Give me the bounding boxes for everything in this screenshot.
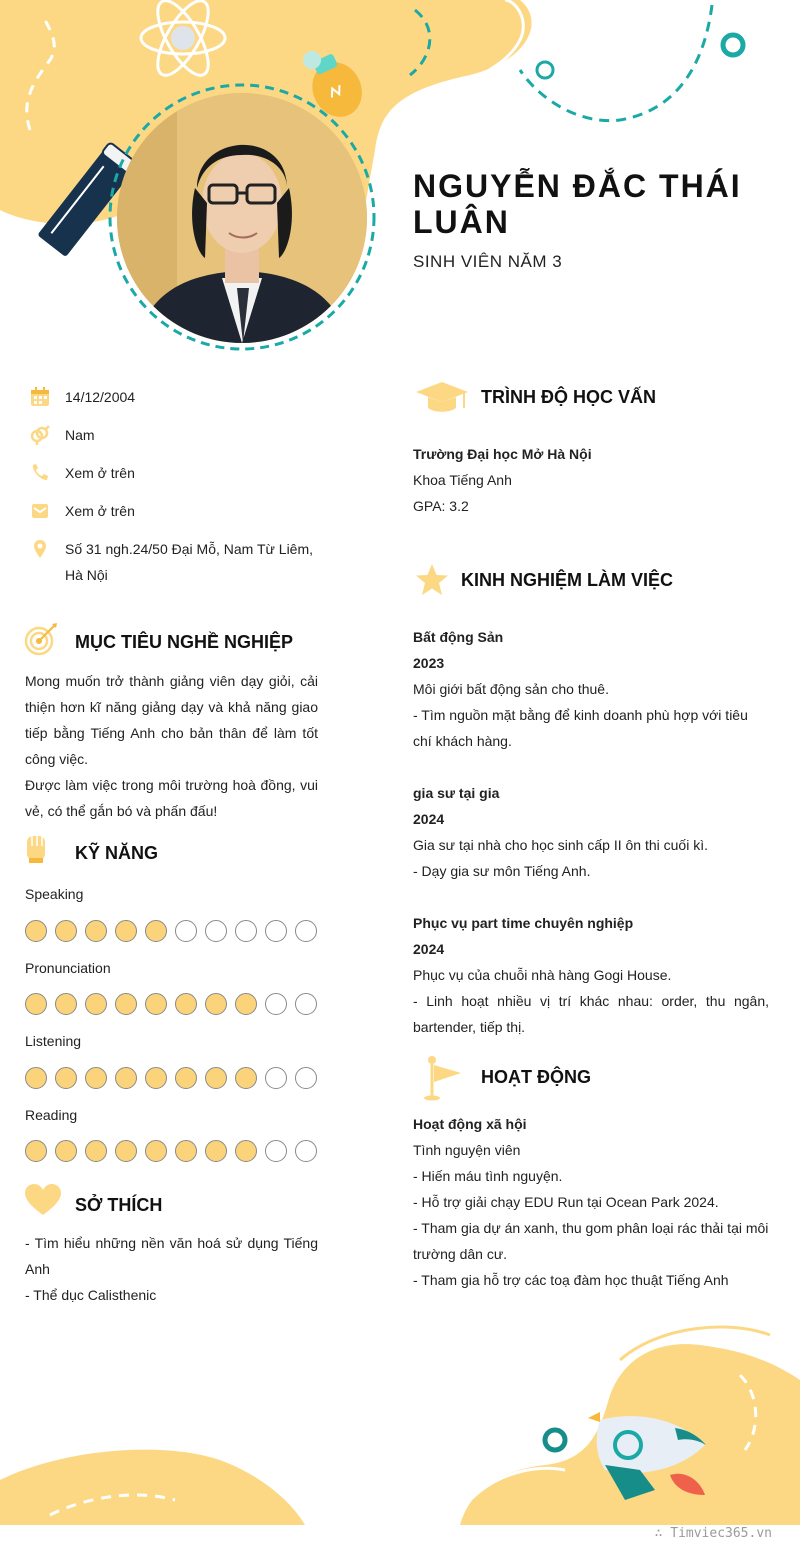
objective-line: Được làm việc trong môi trường hoà đồng, vui vẻ, có thể gắn bó và phấn đấu! bbox=[25, 777, 318, 819]
rating-dot-filled bbox=[145, 1140, 167, 1162]
star-icon bbox=[414, 563, 450, 597]
rating-dot-empty bbox=[265, 1067, 287, 1089]
rating-dot-filled bbox=[55, 920, 77, 942]
rating-dot-filled bbox=[145, 993, 167, 1015]
rating-dot-filled bbox=[85, 920, 107, 942]
skill-label-reading: Reading bbox=[25, 1107, 78, 1123]
info-text: 14/12/2004 bbox=[65, 389, 136, 405]
email-icon bbox=[30, 501, 50, 521]
rating-dot-filled bbox=[115, 993, 137, 1015]
target-icon bbox=[24, 622, 58, 656]
profile-photo bbox=[117, 93, 367, 343]
rating-dot-filled bbox=[55, 1140, 77, 1162]
experience-year: 2024 bbox=[413, 941, 445, 957]
education-block bbox=[413, 441, 773, 519]
activity-item: - Tham gia dự án xanh, thu gom phân loại rác thải tại môi trường dân cư. bbox=[413, 1220, 769, 1262]
experience-year: 2024 bbox=[413, 811, 445, 827]
objective-text bbox=[25, 668, 318, 824]
hobby-item: - Thể dục Calisthenic bbox=[25, 1287, 157, 1303]
rating-dot-empty bbox=[175, 920, 197, 942]
experience-desc: Gia sư tại nhà cho học sinh cấp II ôn thi cuối kì. bbox=[413, 837, 708, 853]
rating-dot-empty bbox=[265, 1140, 287, 1162]
rating-dot-filled bbox=[85, 1140, 107, 1162]
rating-dot-empty bbox=[295, 1140, 317, 1162]
hobbies-title: SỞ THÍCH bbox=[75, 1195, 163, 1215]
skill-label-listening: Listening bbox=[25, 1033, 82, 1049]
experience-desc: - Dạy gia sư môn Tiếng Anh. bbox=[413, 863, 591, 879]
skill-label-pronunciation: Pronunciation bbox=[25, 960, 111, 976]
rating-dot-filled bbox=[175, 1067, 197, 1089]
calendar-icon bbox=[30, 387, 50, 407]
avatar-icon bbox=[117, 93, 367, 343]
rating-dot-filled bbox=[235, 1140, 257, 1162]
rating-dot-filled bbox=[115, 1067, 137, 1089]
rating-dot-filled bbox=[25, 1067, 47, 1089]
rating-dot-filled bbox=[25, 1140, 47, 1162]
hobby-item: - Tìm hiểu những nền văn hoá sử dụng Tiếng Anh bbox=[25, 1235, 318, 1277]
experience-company: Phục vụ part time chuyên nghiệp bbox=[413, 915, 634, 931]
hobbies-text bbox=[25, 1230, 318, 1308]
skill-rating-speaking bbox=[25, 920, 317, 942]
experience-company: gia sư tại gia bbox=[413, 785, 500, 801]
rating-dot-filled bbox=[205, 1140, 227, 1162]
skill-rating-listening bbox=[25, 1067, 317, 1089]
objective-title: MỤC TIÊU NGHỀ NGHIỆP bbox=[75, 632, 294, 652]
info-address bbox=[30, 536, 325, 588]
faculty-name: Khoa Tiếng Anh bbox=[413, 472, 512, 488]
experience-company: Bất động Sản bbox=[413, 629, 504, 645]
rating-dot-filled bbox=[115, 920, 137, 942]
rating-dot-filled bbox=[235, 993, 257, 1015]
rating-dot-filled bbox=[85, 1067, 107, 1089]
rating-dot-empty bbox=[265, 993, 287, 1015]
experience-item bbox=[413, 780, 769, 884]
rating-dot-filled bbox=[145, 1067, 167, 1089]
rating-dot-filled bbox=[145, 920, 167, 942]
rating-dot-filled bbox=[25, 920, 47, 942]
activities-title: HOẠT ĐỘNG bbox=[481, 1067, 591, 1087]
experience-item bbox=[413, 624, 769, 754]
graduation-cap-icon bbox=[414, 380, 470, 414]
fist-icon bbox=[24, 832, 48, 864]
rating-dot-empty bbox=[235, 920, 257, 942]
experience-desc: Môi giới bất động sản cho thuê. bbox=[413, 681, 609, 697]
rating-dot-filled bbox=[175, 1140, 197, 1162]
activity-item: - Hiến máu tình nguyện. bbox=[413, 1168, 563, 1184]
skill-rating-pronunciation bbox=[25, 993, 317, 1015]
info-gender bbox=[30, 422, 325, 448]
experience-item bbox=[413, 910, 769, 1040]
rating-dot-filled bbox=[55, 1067, 77, 1089]
flag-icon bbox=[422, 1055, 462, 1101]
gpa-value: GPA: 3.2 bbox=[413, 498, 469, 514]
gender-icon bbox=[30, 425, 50, 445]
rating-dot-filled bbox=[25, 993, 47, 1015]
heart-icon bbox=[24, 1183, 62, 1217]
watermark: ∴ Timviec365.vn bbox=[654, 1526, 772, 1541]
candidate-role: SINH VIÊN NĂM 3 bbox=[413, 252, 563, 271]
rating-dot-empty bbox=[205, 920, 227, 942]
info-text: Xem ở trên bbox=[65, 465, 135, 481]
rating-dot-filled bbox=[85, 993, 107, 1015]
skill-label-speaking: Speaking bbox=[25, 886, 84, 902]
skill-rating-reading bbox=[25, 1140, 317, 1162]
activities-block bbox=[413, 1111, 773, 1293]
rating-dot-filled bbox=[235, 1067, 257, 1089]
rating-dot-filled bbox=[115, 1140, 137, 1162]
candidate-name: NGUYỄN ĐẮC THÁI LUÂN bbox=[413, 168, 742, 240]
phone-icon bbox=[30, 463, 50, 483]
rating-dot-empty bbox=[295, 1067, 317, 1089]
school-name: Trường Đại học Mở Hà Nội bbox=[413, 446, 592, 462]
experience-desc: Phục vụ của chuỗi nhà hàng Gogi House. bbox=[413, 967, 672, 983]
rating-dot-filled bbox=[205, 993, 227, 1015]
info-email bbox=[30, 498, 325, 524]
location-pin-icon bbox=[30, 539, 50, 559]
objective-line: Mong muốn trở thành giảng viên dạy giỏi, cải thiện hơn kĩ năng giảng dạy và khả năng giao tiếp bằng Tiếng Anh cho bản thân để làm tốt công việc. bbox=[25, 673, 318, 767]
experience-desc: - Tìm nguồn mặt bằng để kinh doanh phù hợp với tiêu chí khách hàng. bbox=[413, 707, 748, 749]
experience-desc: - Linh hoạt nhiều vị trí khác nhau: order, thu ngân, bartender, tiếp thị. bbox=[413, 993, 769, 1035]
rating-dot-empty bbox=[295, 993, 317, 1015]
rating-dot-empty bbox=[265, 920, 287, 942]
activity-item: - Tham gia hỗ trợ các toạ đàm học thuật Tiếng Anh bbox=[413, 1272, 729, 1288]
info-birthdate bbox=[30, 384, 325, 410]
rating-dot-filled bbox=[175, 993, 197, 1015]
experience-title: KINH NGHIỆM LÀM VIỆC bbox=[461, 570, 674, 590]
activity-item: - Hỗ trợ giải chạy EDU Run tại Ocean Park 2024. bbox=[413, 1194, 719, 1210]
rating-dot-filled bbox=[205, 1067, 227, 1089]
info-text: Nam bbox=[65, 427, 95, 443]
info-text: Xem ở trên bbox=[65, 503, 135, 519]
skills-title: KỸ NĂNG bbox=[75, 843, 159, 863]
info-text: Số 31 ngh.24/50 Đại Mỗ, Nam Từ Liêm, Hà Nội bbox=[65, 541, 314, 583]
rating-dot-filled bbox=[55, 993, 77, 1015]
activity-role: Tình nguyện viên bbox=[413, 1142, 521, 1158]
info-phone bbox=[30, 460, 325, 486]
rating-dot-empty bbox=[295, 920, 317, 942]
education-title: TRÌNH ĐỘ HỌC VẤN bbox=[481, 387, 656, 407]
experience-year: 2023 bbox=[413, 655, 445, 671]
activity-org: Hoạt động xã hội bbox=[413, 1116, 527, 1132]
